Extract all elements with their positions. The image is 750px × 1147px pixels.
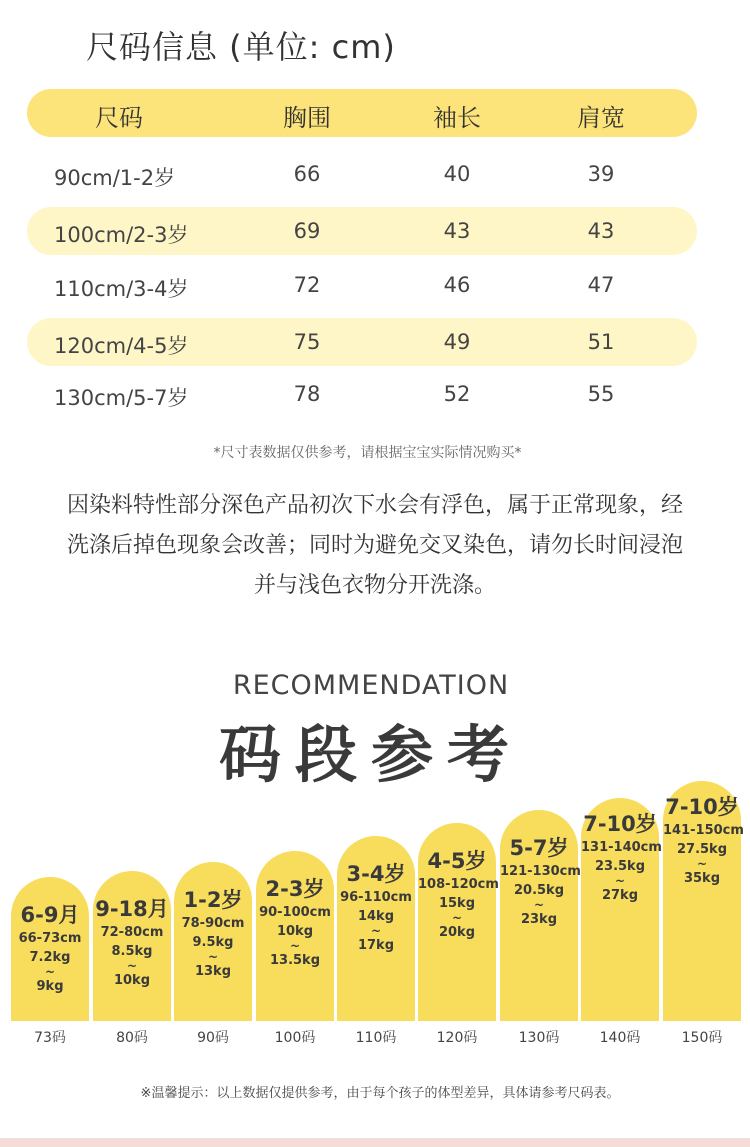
- size-card: [11, 877, 89, 1021]
- table-cell: 49: [443, 330, 471, 354]
- table-cell: 78: [293, 382, 321, 406]
- size-code: 150码: [681, 1030, 723, 1046]
- table-cell: 51: [587, 330, 615, 354]
- size-code: 100码: [274, 1030, 316, 1046]
- wash-notice-line: 洗涤后掉色现象会改善；同时为避免交叉染色，请勿长时间浸泡: [66, 533, 683, 558]
- card-weight-min: 15kg: [438, 896, 476, 911]
- size-card: [174, 862, 252, 1021]
- size-code: 90码: [197, 1030, 229, 1046]
- card-height: 96-110cm: [340, 890, 412, 905]
- tilde-separator: ~: [289, 939, 301, 953]
- table-cell: 40: [443, 162, 471, 186]
- size-code: 80码: [116, 1030, 148, 1046]
- tilde-separator: ~: [370, 924, 382, 938]
- table-cell: 47: [587, 273, 615, 297]
- header-size: 尺码: [95, 104, 143, 132]
- tilde-separator: ~: [696, 857, 708, 871]
- card-height: 66-73cm: [18, 931, 82, 946]
- card-weight-max: 10kg: [113, 973, 151, 988]
- card-age: 6-9月: [20, 903, 80, 927]
- card-weight-max: 23kg: [520, 912, 558, 927]
- table-cell: 43: [443, 219, 471, 243]
- card-age: 5-7岁: [509, 836, 569, 860]
- card-weight-max: 9kg: [36, 979, 64, 994]
- card-height: 78-90cm: [181, 916, 245, 931]
- card-age: 1-2岁: [183, 888, 243, 912]
- tilde-separator: ~: [614, 874, 626, 888]
- table-cell: 52: [443, 382, 471, 406]
- size-card: [337, 836, 415, 1021]
- wash-notice-line: 因染料特性部分深色产品初次下水会有浮色，属于正常现象，经: [66, 493, 683, 518]
- size-card: [93, 871, 171, 1021]
- card-weight-max: 27kg: [601, 888, 639, 903]
- card-weight-min: 20.5kg: [513, 883, 565, 898]
- recommendation-title-cn: 码段参考: [218, 718, 523, 791]
- tilde-separator: ~: [533, 898, 545, 912]
- card-weight-max: 35kg: [683, 871, 721, 886]
- size-table-header: [27, 89, 697, 137]
- card-age: 9-18月: [95, 897, 169, 921]
- size-card: [581, 798, 662, 1021]
- table-cell: 130cm/5-7岁: [54, 386, 189, 410]
- header-shoulder: 肩宽: [577, 104, 625, 132]
- card-height: 131-140cm: [581, 840, 662, 855]
- card-weight-min: 10kg: [276, 924, 314, 939]
- table-cell: 90cm/1-2岁: [54, 166, 176, 190]
- table-cell: 39: [587, 162, 615, 186]
- tilde-separator: ~: [44, 965, 56, 979]
- card-weight-max: 20kg: [438, 925, 476, 940]
- warm-tip: ※温馨提示：以上数据仅提供参考，由于每个孩子的体型差异，具体请参考尺码表。: [140, 1086, 620, 1101]
- card-height: 108-120cm: [418, 877, 499, 892]
- wash-notice-line: 并与浅色衣物分开洗涤。: [253, 573, 496, 598]
- card-age: 4-5岁: [427, 849, 487, 873]
- table-cell: 69: [293, 219, 321, 243]
- card-weight-max: 13.5kg: [269, 953, 321, 968]
- size-code: 110码: [355, 1030, 397, 1046]
- card-age: 3-4岁: [346, 862, 406, 886]
- table-cell: 43: [587, 219, 615, 243]
- size-card: [663, 781, 744, 1021]
- card-age: 2-3岁: [265, 877, 325, 901]
- card-weight-max: 17kg: [357, 938, 395, 953]
- table-cell: 46: [443, 273, 471, 297]
- tilde-separator: ~: [451, 911, 463, 925]
- header-sleeve: 袖长: [433, 104, 481, 132]
- table-cell: 75: [293, 330, 321, 354]
- card-weight-min: 27.5kg: [676, 842, 728, 857]
- table-cell: 100cm/2-3岁: [54, 223, 189, 247]
- table-cell: 120cm/4-5岁: [54, 334, 189, 358]
- tilde-separator: ~: [126, 959, 138, 973]
- size-card: [256, 851, 334, 1021]
- card-height: 141-150cm: [663, 823, 744, 838]
- size-code: 130码: [518, 1030, 560, 1046]
- size-table-title: 尺码信息 (单位: cm): [86, 28, 396, 66]
- size-code: 120码: [436, 1030, 478, 1046]
- table-cell: 55: [587, 382, 615, 406]
- tilde-separator: ~: [207, 950, 219, 964]
- size-code: 73码: [34, 1030, 66, 1046]
- recommendation-title-en: RECOMMENDATION: [232, 670, 510, 701]
- table-cell: 110cm/3-4岁: [54, 277, 189, 301]
- card-weight-min: 8.5kg: [111, 944, 153, 959]
- table-cell: 72: [293, 273, 321, 297]
- card-weight-min: 23.5kg: [594, 859, 646, 874]
- card-height: 90-100cm: [259, 905, 331, 920]
- card-weight-min: 7.2kg: [29, 950, 71, 965]
- size-code: 140码: [599, 1030, 641, 1046]
- card-age: 7-10岁: [583, 812, 657, 836]
- card-age: 7-10岁: [665, 795, 739, 819]
- size-card: [418, 823, 499, 1021]
- card-height: 121-130cm: [500, 864, 581, 879]
- table-cell: 66: [293, 162, 321, 186]
- card-weight-max: 13kg: [194, 964, 232, 979]
- card-weight-min: 14kg: [357, 909, 395, 924]
- size-table-note: *尺寸表数据仅供参考，请根据宝宝实际情况购买*: [213, 445, 522, 461]
- card-weight-min: 9.5kg: [192, 935, 234, 950]
- size-card: [500, 810, 581, 1021]
- bottom-band: [0, 1138, 750, 1147]
- header-chest: 胸围: [283, 104, 331, 132]
- card-height: 72-80cm: [100, 925, 164, 940]
